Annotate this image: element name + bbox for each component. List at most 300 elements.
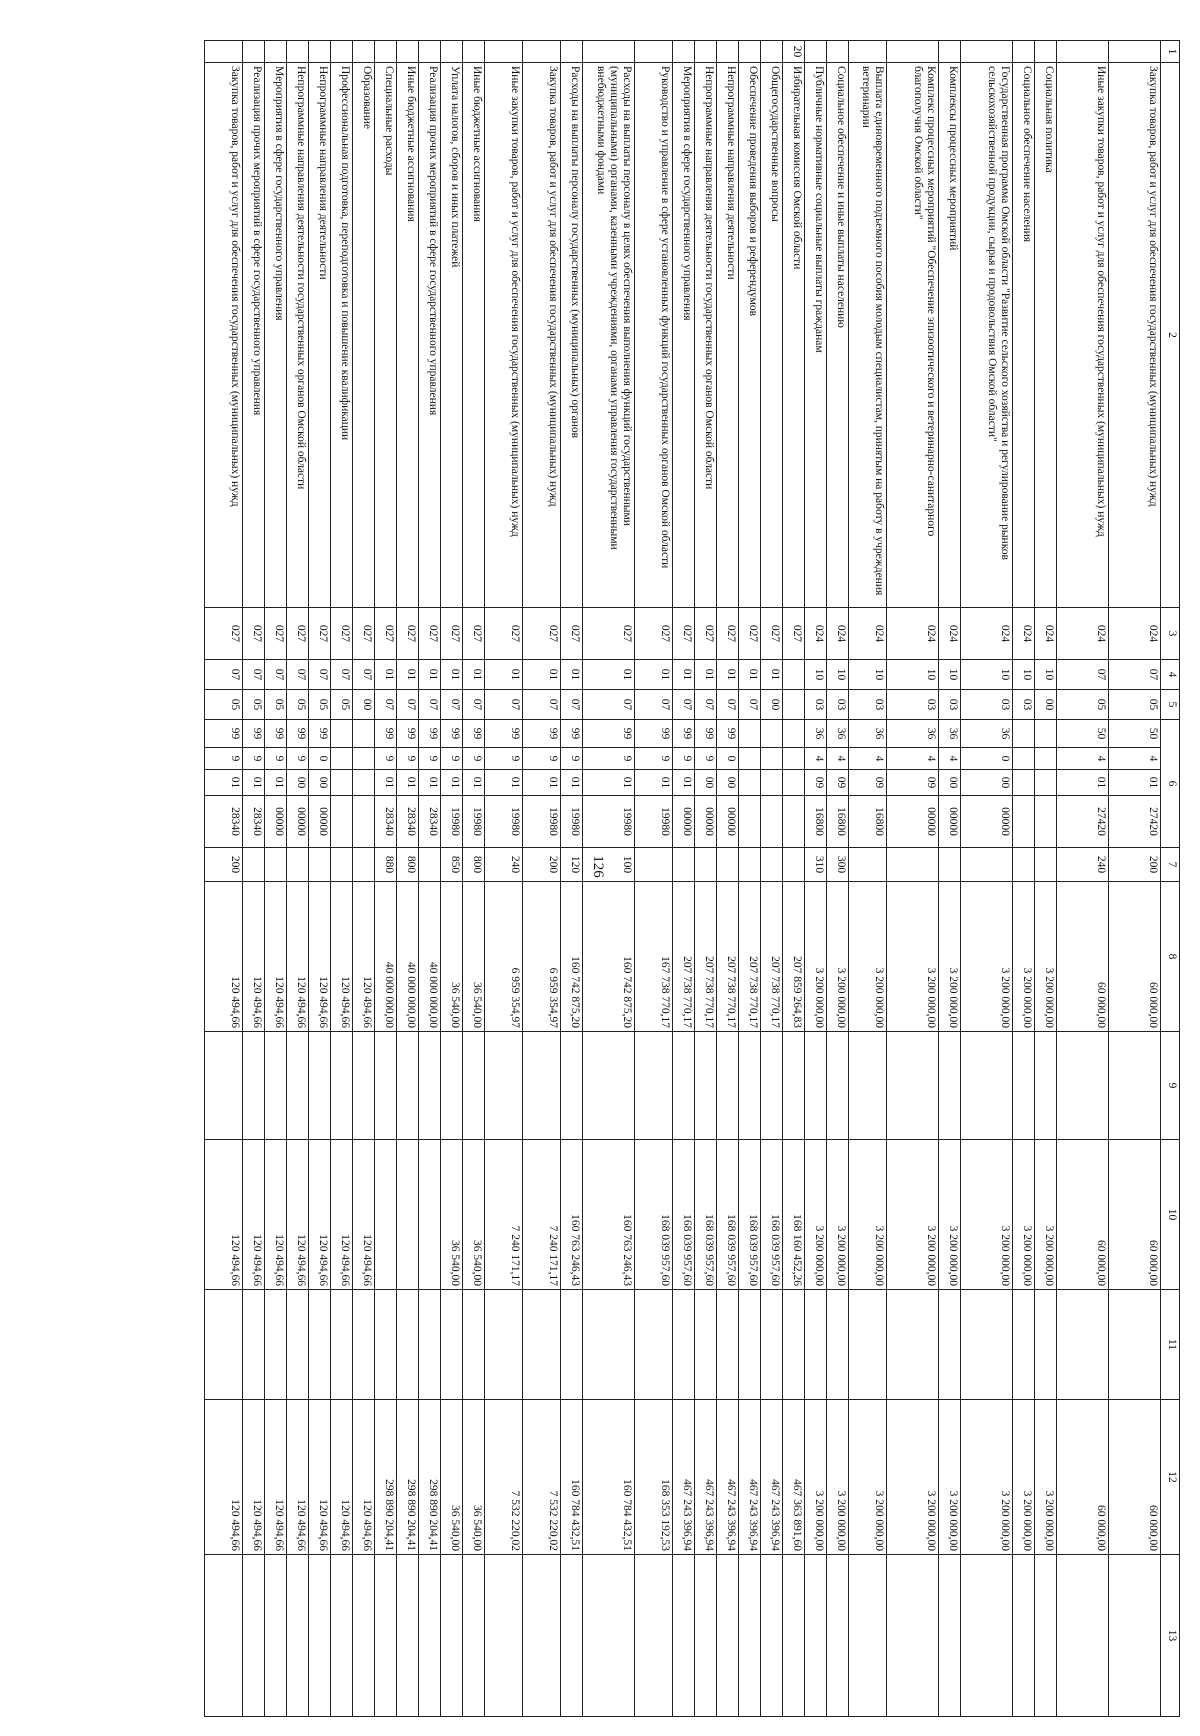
cell-c11 — [1057, 1290, 1109, 1400]
cell-c1 — [739, 41, 761, 63]
cell-c5: 07 — [561, 690, 583, 720]
cell-c6a: 99 — [523, 720, 561, 748]
cell-c6d — [739, 796, 761, 848]
cell-c5: 05 — [309, 690, 331, 720]
cell-c1 — [523, 41, 561, 63]
cell-c11 — [849, 1290, 887, 1400]
cell-c4: 07 — [1109, 660, 1161, 690]
cell-c6c: 00 — [695, 770, 717, 796]
cell-c13 — [673, 1555, 695, 1717]
cell-c6b: 9 — [523, 748, 561, 770]
cell-c1 — [1109, 41, 1161, 63]
cell-c5: 03 — [849, 690, 887, 720]
cell-c7 — [1013, 848, 1035, 882]
cell-c3: 027 — [739, 608, 761, 660]
cell-c6c: 01 — [375, 770, 397, 796]
cell-name: Реализация прочих мероприятий в сфере государственного управления — [243, 63, 265, 608]
cell-c10: 3 200 000,00 — [1035, 1140, 1057, 1290]
table-row — [441, 41, 463, 1717]
cell-c6c — [1035, 770, 1057, 796]
cell-c3: 027 — [583, 608, 635, 660]
cell-c7 — [309, 848, 331, 882]
cell-c13 — [961, 1555, 1013, 1717]
cell-c11 — [761, 1290, 783, 1400]
cell-c12: 120 494,66 — [243, 1400, 265, 1555]
cell-c12: 467 243 396,94 — [739, 1400, 761, 1555]
cell-c1 — [561, 41, 583, 63]
cell-c6c — [1013, 770, 1035, 796]
cell-c8: 3 200 000,00 — [887, 882, 939, 1032]
cell-c4: 01 — [761, 660, 783, 690]
cell-c6c: 00 — [717, 770, 739, 796]
cell-name: Мероприятия в сфере государственного управления — [673, 63, 695, 608]
cell-c6d: 19980 — [583, 796, 635, 848]
cell-c6b: 9 — [673, 748, 695, 770]
cell-c3: 027 — [353, 608, 375, 660]
cell-c5: 07 — [635, 690, 673, 720]
cell-c10: 3 200 000,00 — [961, 1140, 1013, 1290]
cell-c6d: 28340 — [419, 796, 441, 848]
cell-c6b: 0 — [309, 748, 331, 770]
cell-c3: 024 — [887, 608, 939, 660]
cell-c10: 3 200 000,00 — [827, 1140, 849, 1290]
cell-c6a: 36 — [887, 720, 939, 748]
cell-name: Обеспечение проведения выборов и референдумов — [739, 63, 761, 608]
col-header-1: 1 — [1161, 41, 1180, 63]
col-header-13: 13 — [1161, 1555, 1180, 1717]
cell-c7: 240 — [485, 848, 523, 882]
cell-c13 — [1035, 1555, 1057, 1717]
cell-c4: 07 — [265, 660, 287, 690]
cell-c6d: 28340 — [243, 796, 265, 848]
cell-c5: 05 — [287, 690, 309, 720]
cell-c5: 07 — [695, 690, 717, 720]
cell-c5: 03 — [827, 690, 849, 720]
cell-c11 — [331, 1290, 353, 1400]
cell-c6a — [1035, 720, 1057, 748]
cell-c6a — [353, 720, 375, 748]
cell-c11 — [243, 1290, 265, 1400]
table-row — [805, 41, 827, 1717]
cell-c1 — [309, 41, 331, 63]
cell-c9 — [961, 1032, 1013, 1140]
cell-c10: 120 494,66 — [205, 1140, 243, 1290]
cell-c3: 024 — [1057, 608, 1109, 660]
table-row — [463, 41, 485, 1717]
cell-c6b: 9 — [695, 748, 717, 770]
cell-c3: 024 — [827, 608, 849, 660]
cell-c6b: 4 — [805, 748, 827, 770]
table-row — [961, 41, 1013, 1717]
cell-c4: 01 — [561, 660, 583, 690]
cell-c1 — [331, 41, 353, 63]
cell-c7 — [287, 848, 309, 882]
cell-c13 — [1109, 1555, 1161, 1717]
cell-c5: 00 — [1035, 690, 1057, 720]
cell-c3: 027 — [441, 608, 463, 660]
cell-name: Общегосударственные вопросы — [761, 63, 783, 608]
cell-c9 — [485, 1032, 523, 1140]
cell-c11 — [1035, 1290, 1057, 1400]
cell-c6b: 0 — [717, 748, 739, 770]
cell-c10 — [419, 1140, 441, 1290]
cell-c8: 207 738 770,17 — [717, 882, 739, 1032]
cell-c10: 120 494,66 — [287, 1140, 309, 1290]
cell-c11 — [827, 1290, 849, 1400]
cell-c6c: 01 — [561, 770, 583, 796]
cell-c11 — [1013, 1290, 1035, 1400]
cell-c1 — [287, 41, 309, 63]
cell-c8: 207 859 264,83 — [783, 882, 805, 1032]
cell-c9 — [331, 1032, 353, 1140]
cell-c6b: 4 — [1109, 748, 1161, 770]
cell-c7 — [1035, 848, 1057, 882]
cell-c6b: 9 — [463, 748, 485, 770]
cell-c11 — [485, 1290, 523, 1400]
cell-c6d: 00000 — [887, 796, 939, 848]
cell-c3: 027 — [783, 608, 805, 660]
cell-c6c: 00 — [939, 770, 961, 796]
cell-c6c — [353, 770, 375, 796]
cell-c13 — [205, 1555, 243, 1717]
cell-c11 — [441, 1290, 463, 1400]
header-row — [1161, 41, 1180, 1717]
cell-c7 — [849, 848, 887, 882]
cell-c6d: 00000 — [673, 796, 695, 848]
cell-c11 — [309, 1290, 331, 1400]
cell-c6a: 99 — [635, 720, 673, 748]
cell-c13 — [583, 1555, 635, 1717]
cell-c6d: 16800 — [805, 796, 827, 848]
cell-c6b: 9 — [561, 748, 583, 770]
cell-c6d: 19980 — [463, 796, 485, 848]
cell-c6b: 9 — [635, 748, 673, 770]
cell-c9 — [827, 1032, 849, 1140]
cell-c6c: 00 — [287, 770, 309, 796]
cell-c6d: 27420 — [1057, 796, 1109, 848]
cell-c9 — [761, 1032, 783, 1140]
table-row — [353, 41, 375, 1717]
cell-c6c: 00 — [309, 770, 331, 796]
cell-c7: 310 — [805, 848, 827, 882]
cell-c6d — [353, 796, 375, 848]
cell-c6a: 99 — [309, 720, 331, 748]
cell-c7 — [761, 848, 783, 882]
cell-c6b: 9 — [397, 748, 419, 770]
cell-c13 — [523, 1555, 561, 1717]
cell-c1 — [673, 41, 695, 63]
cell-c4: 10 — [939, 660, 961, 690]
cell-c11 — [717, 1290, 739, 1400]
cell-c1 — [717, 41, 739, 63]
cell-c5: 03 — [961, 690, 1013, 720]
col-header-7: 7 — [1161, 848, 1180, 882]
cell-c6b: 9 — [265, 748, 287, 770]
cell-c12: 120 494,66 — [331, 1400, 353, 1555]
cell-c1 — [961, 41, 1013, 63]
cell-c6a: 50 — [1057, 720, 1109, 748]
cell-c6a: 99 — [441, 720, 463, 748]
cell-c13 — [441, 1555, 463, 1717]
table-row — [205, 41, 243, 1717]
cell-c1 — [761, 41, 783, 63]
cell-c6b: 9 — [205, 748, 243, 770]
cell-name: Непрограммные направления деятельности государственных органов Омской области — [287, 63, 309, 608]
cell-c6d — [783, 796, 805, 848]
cell-c9 — [805, 1032, 827, 1140]
cell-c3: 027 — [243, 608, 265, 660]
cell-c9 — [1057, 1032, 1109, 1140]
cell-c4: 07 — [309, 660, 331, 690]
cell-c1 — [1035, 41, 1057, 63]
cell-c8: 207 738 770,17 — [695, 882, 717, 1032]
cell-c6d: 16800 — [849, 796, 887, 848]
cell-c11 — [523, 1290, 561, 1400]
cell-c9 — [1013, 1032, 1035, 1140]
cell-c12: 120 494,66 — [265, 1400, 287, 1555]
cell-c6b: 4 — [827, 748, 849, 770]
cell-c7: 200 — [205, 848, 243, 882]
cell-c7 — [331, 848, 353, 882]
cell-c6a — [331, 720, 353, 748]
cell-c7: 200 — [1109, 848, 1161, 882]
cell-c4: 10 — [1013, 660, 1035, 690]
cell-c10: 36 540,00 — [441, 1140, 463, 1290]
cell-c7: 800 — [463, 848, 485, 882]
table-row — [1109, 41, 1161, 1717]
cell-c5: 05 — [205, 690, 243, 720]
cell-c7: 850 — [441, 848, 463, 882]
cell-c11 — [419, 1290, 441, 1400]
cell-c4: 07 — [243, 660, 265, 690]
cell-c8: 6 959 354,97 — [485, 882, 523, 1032]
cell-c12: 3 200 000,00 — [939, 1400, 961, 1555]
cell-c10: 168 160 452,26 — [783, 1140, 805, 1290]
cell-c6c: 01 — [635, 770, 673, 796]
cell-c6b: 0 — [961, 748, 1013, 770]
cell-c6d: 00000 — [717, 796, 739, 848]
cell-c10: 120 494,66 — [331, 1140, 353, 1290]
cell-c3: 024 — [1013, 608, 1035, 660]
cell-c11 — [561, 1290, 583, 1400]
cell-c1 — [695, 41, 717, 63]
table-row — [695, 41, 717, 1717]
cell-c9 — [849, 1032, 887, 1140]
cell-c12: 467 363 891,60 — [783, 1400, 805, 1555]
cell-c11 — [739, 1290, 761, 1400]
cell-c12: 3 200 000,00 — [1035, 1400, 1057, 1555]
cell-c6c: 01 — [1109, 770, 1161, 796]
cell-c9 — [375, 1032, 397, 1140]
cell-c1 — [805, 41, 827, 63]
cell-c13 — [243, 1555, 265, 1717]
cell-c8: 120 494,66 — [287, 882, 309, 1032]
cell-c12: 467 243 396,94 — [695, 1400, 717, 1555]
cell-c3: 027 — [717, 608, 739, 660]
cell-c6c: 01 — [397, 770, 419, 796]
cell-c11 — [673, 1290, 695, 1400]
cell-c13 — [1013, 1555, 1035, 1717]
cell-c4: 10 — [887, 660, 939, 690]
cell-c12: 120 494,66 — [353, 1400, 375, 1555]
cell-name: Иные закупки товаров, работ и услуг для обеспечения государственных (муниципальных) нужд — [485, 63, 523, 608]
cell-c4: 01 — [441, 660, 463, 690]
cell-c6d: 28340 — [375, 796, 397, 848]
cell-c6d: 00000 — [287, 796, 309, 848]
cell-c9 — [463, 1032, 485, 1140]
cell-c6b — [1035, 748, 1057, 770]
cell-c6b — [353, 748, 375, 770]
cell-c4: 07 — [353, 660, 375, 690]
cell-c8: 120 494,66 — [265, 882, 287, 1032]
cell-c5: 07 — [673, 690, 695, 720]
cell-c3: 024 — [1035, 608, 1057, 660]
table-row — [673, 41, 695, 1717]
cell-c5: 07 — [717, 690, 739, 720]
cell-c10 — [397, 1140, 419, 1290]
cell-c12: 36 540,00 — [463, 1400, 485, 1555]
cell-c10: 120 494,66 — [243, 1140, 265, 1290]
col-header-6: 6 — [1161, 720, 1180, 848]
cell-c8: 3 200 000,00 — [1013, 882, 1035, 1032]
cell-c6a: 99 — [243, 720, 265, 748]
table-row — [287, 41, 309, 1717]
cell-c8: 120 494,66 — [205, 882, 243, 1032]
cell-c6d: 19980 — [485, 796, 523, 848]
col-header-10: 10 — [1161, 1140, 1180, 1290]
cell-c1 — [939, 41, 961, 63]
cell-c4: 01 — [673, 660, 695, 690]
cell-c11 — [287, 1290, 309, 1400]
cell-c6b — [1013, 748, 1035, 770]
table-row — [1013, 41, 1035, 1717]
cell-c13 — [939, 1555, 961, 1717]
cell-c4: 10 — [1035, 660, 1057, 690]
cell-name: Социальное обеспечение населения — [1013, 63, 1035, 608]
table-row — [783, 41, 805, 1717]
cell-c8: 207 738 770,17 — [761, 882, 783, 1032]
cell-c3: 027 — [561, 608, 583, 660]
cell-c12: 3 200 000,00 — [887, 1400, 939, 1555]
cell-c6a: 36 — [961, 720, 1013, 748]
table-row — [827, 41, 849, 1717]
cell-c1 — [485, 41, 523, 63]
cell-c6d — [761, 796, 783, 848]
table-row — [1035, 41, 1057, 1717]
cell-c9 — [583, 1032, 635, 1140]
cell-c1 — [419, 41, 441, 63]
cell-c10: 168 039 957,60 — [673, 1140, 695, 1290]
cell-c1 — [635, 41, 673, 63]
cell-c10: 60 000,00 — [1057, 1140, 1109, 1290]
cell-c6a: 99 — [583, 720, 635, 748]
cell-c6b — [739, 748, 761, 770]
cell-c12: 60 000,00 — [1057, 1400, 1109, 1555]
cell-c3: 027 — [761, 608, 783, 660]
cell-c6b — [783, 748, 805, 770]
cell-c8: 207 738 770,17 — [739, 882, 761, 1032]
rotated-page — [60, 40, 1180, 1716]
cell-c10: 168 039 957,60 — [635, 1140, 673, 1290]
cell-c5: 05 — [1109, 690, 1161, 720]
cell-c8: 40 000 000,00 — [419, 882, 441, 1032]
cell-c6c: 01 — [419, 770, 441, 796]
cell-c12: 3 200 000,00 — [961, 1400, 1013, 1555]
cell-c7 — [695, 848, 717, 882]
cell-c7: 880 — [375, 848, 397, 882]
cell-c11 — [375, 1290, 397, 1400]
cell-name: Иные бюджетные ассигнования — [397, 63, 419, 608]
cell-c13 — [695, 1555, 717, 1717]
cell-c1 — [1057, 41, 1109, 63]
cell-c6a: 99 — [463, 720, 485, 748]
cell-c13 — [761, 1555, 783, 1717]
cell-c8: 120 494,66 — [243, 882, 265, 1032]
cell-name: Иные закупки товаров, работ и услуг для обеспечения государственных (муниципальных) нужд — [1057, 63, 1109, 608]
cell-c4: 01 — [695, 660, 717, 690]
table-row — [761, 41, 783, 1717]
cell-c3: 027 — [205, 608, 243, 660]
cell-c6a: 99 — [695, 720, 717, 748]
cell-c3: 027 — [331, 608, 353, 660]
cell-c6a: 99 — [561, 720, 583, 748]
cell-c13 — [717, 1555, 739, 1717]
table-body — [205, 41, 1161, 1717]
cell-c3: 027 — [673, 608, 695, 660]
cell-c5: 07 — [463, 690, 485, 720]
cell-c4: 10 — [827, 660, 849, 690]
cell-c11 — [961, 1290, 1013, 1400]
cell-c13 — [805, 1555, 827, 1717]
cell-c9 — [523, 1032, 561, 1140]
cell-c3: 024 — [939, 608, 961, 660]
cell-c6b — [331, 748, 353, 770]
cell-c12: 467 243 396,94 — [717, 1400, 739, 1555]
cell-c6a: 99 — [205, 720, 243, 748]
cell-c10: 168 039 957,60 — [695, 1140, 717, 1290]
cell-name: Непрограммные направления деятельности государственных органов Омской области — [695, 63, 717, 608]
cell-c6d: 00000 — [695, 796, 717, 848]
table-row — [583, 41, 635, 1717]
cell-c6d — [1035, 796, 1057, 848]
cell-c6b — [761, 748, 783, 770]
cell-c12: 36 540,00 — [441, 1400, 463, 1555]
table-row — [939, 41, 961, 1717]
table-row — [243, 41, 265, 1717]
cell-c10: 168 039 957,60 — [761, 1140, 783, 1290]
cell-c13 — [419, 1555, 441, 1717]
cell-c1 — [887, 41, 939, 63]
cell-c6b: 9 — [419, 748, 441, 770]
cell-c6b: 4 — [887, 748, 939, 770]
cell-c5 — [783, 690, 805, 720]
cell-c6a — [1013, 720, 1035, 748]
cell-c12: 298 890 204,41 — [397, 1400, 419, 1555]
table-row — [375, 41, 397, 1717]
cell-c10: 60 000,00 — [1109, 1140, 1161, 1290]
table-row — [635, 41, 673, 1717]
cell-c12: 298 890 204,41 — [375, 1400, 397, 1555]
cell-name: Образование — [353, 63, 375, 608]
cell-c6a: 36 — [939, 720, 961, 748]
cell-c1 — [1013, 41, 1035, 63]
cell-c6c: 09 — [849, 770, 887, 796]
cell-c6d: 19980 — [635, 796, 673, 848]
cell-c7 — [961, 848, 1013, 882]
cell-c6c: 01 — [205, 770, 243, 796]
cell-c6b: 9 — [583, 748, 635, 770]
cell-c6a: 99 — [419, 720, 441, 748]
